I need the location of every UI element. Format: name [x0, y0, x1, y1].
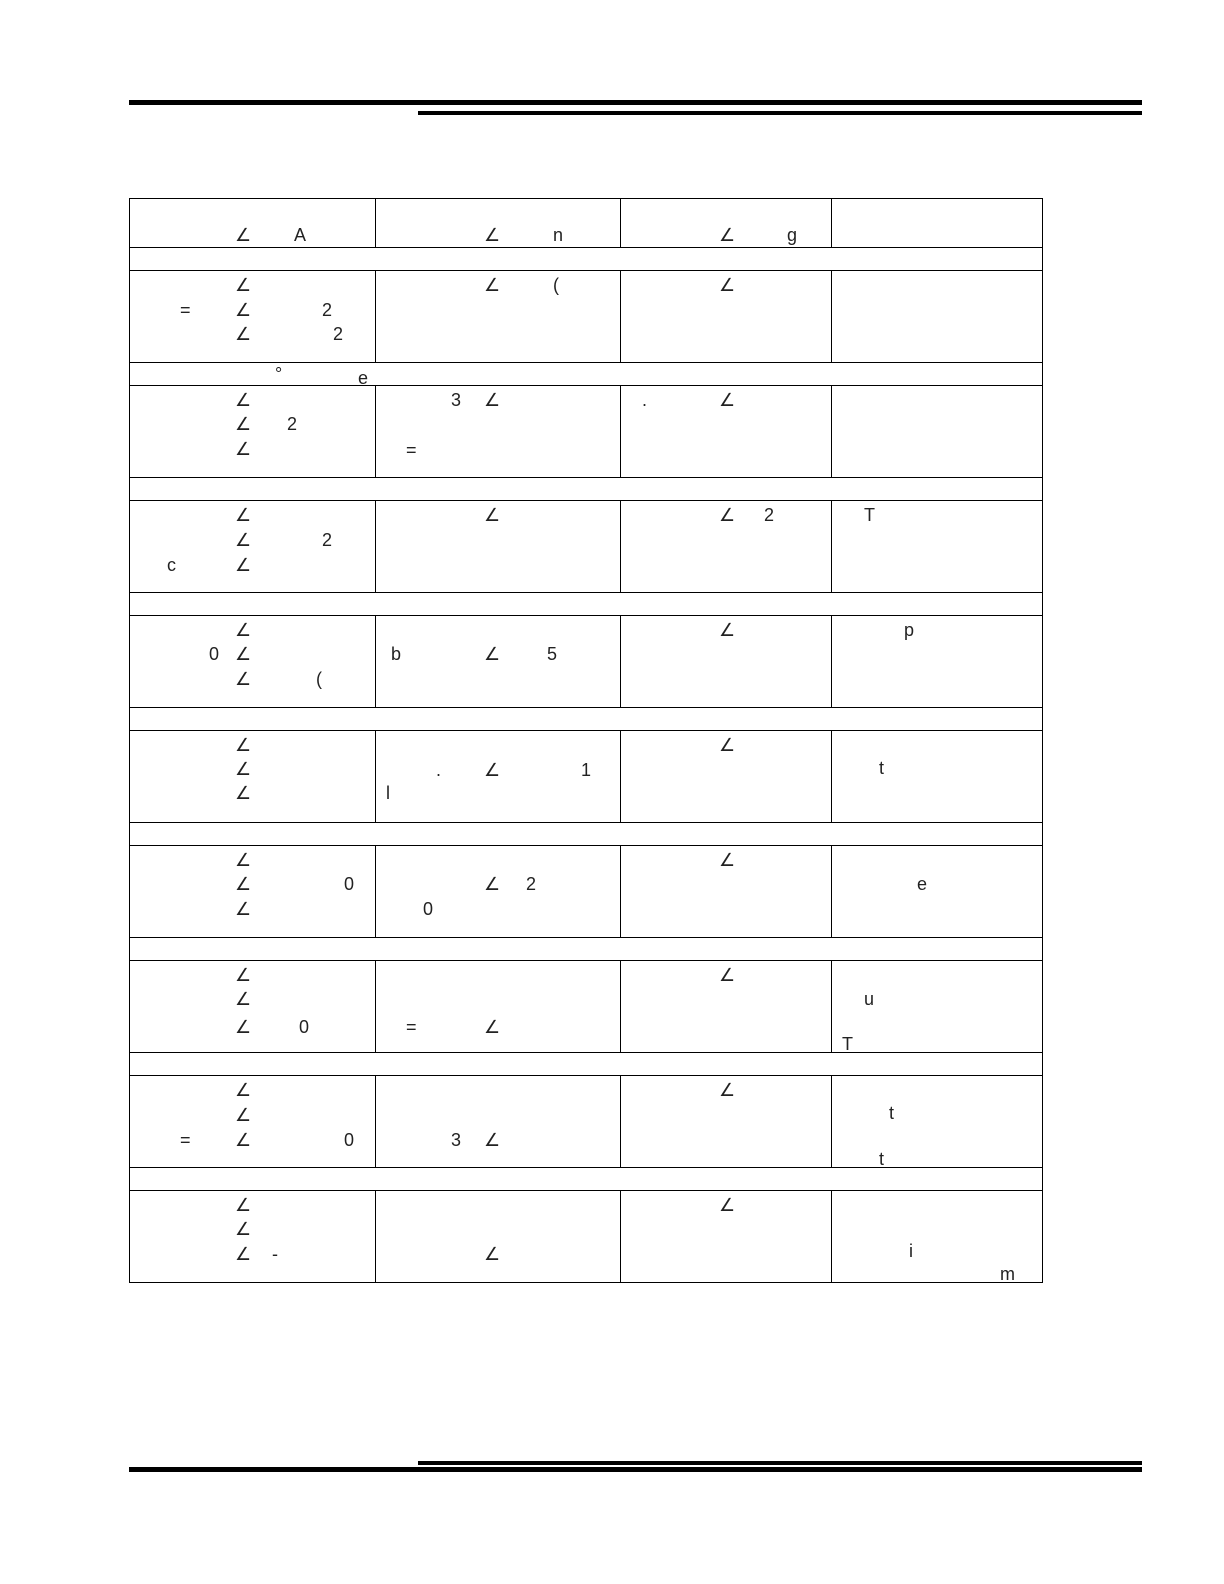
- table-cell: [376, 616, 621, 708]
- table-cell: [621, 616, 832, 708]
- cell-glyph: 3: [451, 390, 462, 410]
- cell-glyph: 2: [333, 324, 344, 344]
- table-row: [130, 1191, 1043, 1283]
- cell-glyph: .: [436, 760, 442, 780]
- cell-glyph: t: [879, 758, 885, 778]
- cell-glyph: =: [180, 1130, 191, 1150]
- table-row: [130, 386, 1043, 478]
- cell-glyph: 2: [322, 530, 333, 550]
- angle-symbol: ∠: [235, 1130, 252, 1150]
- angle-symbol: ∠: [235, 1219, 252, 1239]
- angle-symbol: ∠: [235, 530, 252, 550]
- section-separator-row: [130, 363, 1043, 386]
- angle-symbol: ∠: [235, 899, 252, 919]
- cell-glyph: g: [787, 225, 798, 245]
- table-row: [130, 961, 1043, 1053]
- cell-glyph: =: [180, 300, 191, 320]
- angle-symbol: ∠: [719, 620, 736, 640]
- angle-symbol: ∠: [235, 850, 252, 870]
- angle-symbol: ∠: [235, 390, 252, 410]
- table-cell: [376, 386, 621, 478]
- table-cell: [621, 1076, 832, 1168]
- angle-symbol: ∠: [235, 783, 252, 803]
- table-row: [130, 846, 1043, 938]
- cell-glyph: =: [406, 440, 417, 460]
- table-cell: [832, 961, 1043, 1053]
- table-cell: [130, 731, 376, 823]
- angle-symbol: ∠: [235, 669, 252, 689]
- section-separator-row: [130, 708, 1043, 731]
- cell-glyph: t: [889, 1103, 895, 1123]
- cell-glyph: T: [864, 505, 875, 525]
- table-cell: [130, 271, 376, 363]
- angle-symbol: ∠: [484, 225, 501, 245]
- cell-glyph: i: [909, 1241, 913, 1261]
- angle-symbol: ∠: [484, 760, 501, 780]
- cell-glyph: m: [1000, 1264, 1015, 1284]
- header-cell: [130, 199, 376, 248]
- angle-symbol: ∠: [235, 1017, 252, 1037]
- cell-glyph: 0: [209, 644, 220, 664]
- angle-symbol: ∠: [719, 735, 736, 755]
- table-cell: [621, 846, 832, 938]
- table-cell: [621, 731, 832, 823]
- separator-cell: [130, 363, 1043, 386]
- angle-symbol: ∠: [235, 275, 252, 295]
- table-cell: [621, 961, 832, 1053]
- separator-cell: [130, 1168, 1043, 1191]
- cell-glyph: u: [864, 989, 875, 1009]
- cell-glyph: c: [167, 555, 176, 575]
- table-cell: [832, 386, 1043, 478]
- header-cell: [621, 199, 832, 248]
- separator-cell: [130, 478, 1043, 501]
- table-cell: [621, 1191, 832, 1283]
- section-separator-row: [130, 1168, 1043, 1191]
- cell-glyph: .: [642, 390, 648, 410]
- section-separator-row: [130, 478, 1043, 501]
- angle-symbol: ∠: [484, 1130, 501, 1150]
- angle-symbol: ∠: [719, 505, 736, 525]
- cell-glyph: =: [406, 1017, 417, 1037]
- angle-symbol: ∠: [235, 505, 252, 525]
- cell-glyph: 0: [423, 899, 434, 919]
- cell-glyph: 3: [451, 1130, 462, 1150]
- table-cell: [376, 501, 621, 593]
- angle-symbol: ∠: [719, 850, 736, 870]
- separator-cell: [130, 708, 1043, 731]
- cell-glyph: -: [272, 1244, 278, 1264]
- header-rule-thick: [129, 100, 1142, 105]
- cell-glyph: n: [553, 225, 564, 245]
- header-rule-thin: [418, 111, 1142, 115]
- cell-glyph: 5: [547, 644, 558, 664]
- angle-symbol: ∠: [235, 324, 252, 344]
- angle-symbol: ∠: [484, 874, 501, 894]
- cell-glyph: e: [358, 368, 369, 388]
- table-cell: [130, 386, 376, 478]
- angle-symbol: ∠: [235, 225, 252, 245]
- angle-symbol: ∠: [235, 555, 252, 575]
- table-row: [130, 501, 1043, 593]
- angle-symbol: ∠: [484, 644, 501, 664]
- table-cell: [832, 731, 1043, 823]
- content-table-body: [130, 199, 1043, 1283]
- angle-symbol: ∠: [235, 414, 252, 434]
- footer-rule-thick: [129, 1467, 1142, 1472]
- angle-symbol: ∠: [235, 1080, 252, 1100]
- cell-glyph: 0: [344, 1130, 355, 1150]
- cell-glyph: T: [842, 1034, 853, 1054]
- separator-cell: [130, 1053, 1043, 1076]
- separator-cell: [130, 823, 1043, 846]
- table-cell: [376, 1191, 621, 1283]
- section-separator-row: [130, 823, 1043, 846]
- angle-symbol: ∠: [484, 275, 501, 295]
- header-cell: [376, 199, 621, 248]
- angle-symbol: ∠: [235, 965, 252, 985]
- separator-cell: [130, 248, 1043, 271]
- angle-symbol: ∠: [719, 275, 736, 295]
- table-cell: [832, 1191, 1043, 1283]
- cell-glyph: 2: [764, 505, 775, 525]
- table-cell: [130, 1076, 376, 1168]
- section-separator-row: [130, 248, 1043, 271]
- table-cell: [130, 616, 376, 708]
- table-cell: [130, 1191, 376, 1283]
- cell-glyph: (: [316, 669, 322, 689]
- angle-symbol: ∠: [235, 439, 252, 459]
- table-cell: [130, 961, 376, 1053]
- cell-glyph: e: [917, 874, 928, 894]
- header-cell: [832, 199, 1043, 248]
- angle-symbol: ∠: [484, 505, 501, 525]
- angle-symbol: ∠: [484, 1017, 501, 1037]
- table-cell: [130, 501, 376, 593]
- cell-glyph: 0: [344, 874, 355, 894]
- table-cell: [376, 846, 621, 938]
- section-separator-row: [130, 938, 1043, 961]
- table-row: [130, 1076, 1043, 1168]
- table-cell: [376, 731, 621, 823]
- angle-symbol: ∠: [719, 965, 736, 985]
- angle-symbol: ∠: [235, 300, 252, 320]
- cell-glyph: 1: [581, 760, 592, 780]
- cell-glyph: A: [294, 225, 307, 245]
- cell-glyph: 2: [322, 300, 333, 320]
- cell-glyph: b: [391, 644, 402, 664]
- angle-symbol: ∠: [719, 1195, 736, 1215]
- table-cell: [832, 616, 1043, 708]
- table-row: [130, 271, 1043, 363]
- cell-glyph: °: [275, 364, 283, 384]
- cell-glyph: p: [904, 620, 915, 640]
- cell-glyph: 2: [287, 414, 298, 434]
- separator-cell: [130, 593, 1043, 616]
- angle-symbol: ∠: [235, 989, 252, 1009]
- table-row: [130, 616, 1043, 708]
- table-cell: [621, 386, 832, 478]
- angle-symbol: ∠: [235, 620, 252, 640]
- angle-symbol: ∠: [235, 1105, 252, 1125]
- section-separator-row: [130, 593, 1043, 616]
- section-separator-row: [130, 1053, 1043, 1076]
- footer-rule-thin: [418, 1461, 1142, 1465]
- angle-symbol: ∠: [235, 735, 252, 755]
- table-cell: [832, 1076, 1043, 1168]
- table-cell: [621, 271, 832, 363]
- cell-glyph: 2: [526, 874, 537, 894]
- table-cell: [832, 846, 1043, 938]
- angle-symbol: ∠: [235, 874, 252, 894]
- table-cell: [376, 961, 621, 1053]
- angle-symbol: ∠: [235, 644, 252, 664]
- cell-glyph: l: [386, 783, 390, 803]
- table-cell: [130, 846, 376, 938]
- angle-symbol: ∠: [484, 390, 501, 410]
- table-cell: [832, 271, 1043, 363]
- angle-symbol: ∠: [719, 225, 736, 245]
- table-cell: [621, 501, 832, 593]
- cell-glyph: t: [879, 1149, 885, 1169]
- content-table: [129, 198, 1043, 1283]
- cell-glyph: (: [553, 275, 559, 295]
- angle-symbol: ∠: [719, 1080, 736, 1100]
- table-cell: [376, 271, 621, 363]
- angle-symbol: ∠: [484, 1244, 501, 1264]
- table-header-row: [130, 199, 1043, 248]
- table-cell: [832, 501, 1043, 593]
- table-cell: [376, 1076, 621, 1168]
- cell-glyph: 0: [299, 1017, 310, 1037]
- angle-symbol: ∠: [235, 1244, 252, 1264]
- angle-symbol: ∠: [235, 759, 252, 779]
- angle-symbol: ∠: [235, 1195, 252, 1215]
- separator-cell: [130, 938, 1043, 961]
- table-row: [130, 731, 1043, 823]
- angle-symbol: ∠: [719, 390, 736, 410]
